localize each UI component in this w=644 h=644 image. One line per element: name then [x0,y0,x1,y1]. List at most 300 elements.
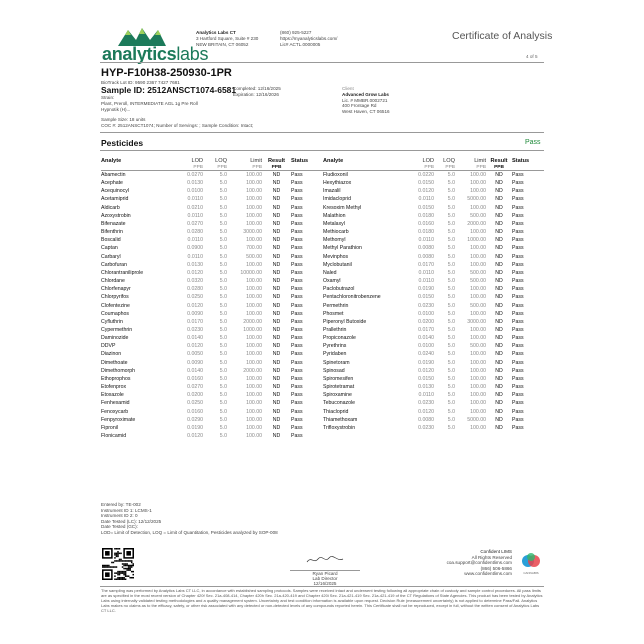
table-row [323,326,544,334]
signer-name: Ryan Picard [312,571,338,576]
loq-value: 5.0 [219,433,227,439]
analyte-name: Azoxystrobin [101,212,131,219]
status-value: Pass [512,212,524,219]
table-row [101,293,323,301]
strain-name: Hypnotik (H)... [101,106,131,112]
lod-value: 0.0240 [418,351,434,358]
status-value: Pass [512,424,524,431]
loq-value: 5.0 [219,286,227,293]
analyte-name: Captan [101,245,118,252]
limit-value: 100.00 [246,261,262,268]
analyte-name: Myclobutanil [323,261,352,268]
analyte-name: Thiacloprid [323,408,349,415]
limit-value: 100.00 [470,172,486,178]
table-row [101,302,323,310]
limit-value: 100.00 [246,294,262,301]
table-row [323,212,544,220]
result-value: ND [272,237,281,244]
limit-value: 100.00 [246,196,262,203]
lod-value: 0.0110 [418,269,434,276]
loq-value: 5.0 [447,261,455,268]
table-row [323,424,544,432]
lod-value: 0.0160 [187,408,203,415]
completed-date: Completed: 12/16/2025 [233,86,281,91]
col-loq: LOQ [215,157,227,164]
result-value: ND [272,335,281,342]
loq-value: 5.0 [219,237,227,244]
loq-value: 5.0 [447,180,455,187]
col-analyte: Analyte [323,157,344,164]
table-row [101,236,323,244]
limit-value: 500.00 [470,343,486,350]
limit-value: 5000.00 [467,196,486,203]
table-row [101,375,323,383]
analyte-name: Chlorfenapyr [101,286,131,293]
loq-value: 5.0 [447,416,455,423]
result-value: ND [272,220,281,227]
lims-name: Confident LIMS [480,549,512,554]
client-license: Lic. # MMBR.0002721 [342,97,388,103]
loq-value: 5.0 [447,384,455,391]
table-row [323,383,544,391]
analyte-name: Spinetoram [323,359,350,366]
analyte-name: Paclobutrazol [323,286,355,293]
loq-value: 5.0 [447,269,455,276]
status-value: Pass [291,318,303,325]
result-value: ND [272,253,281,260]
table-row [101,391,323,399]
result-value: ND [495,278,503,285]
analyte-name: Coumaphos [101,310,129,317]
table-row [101,212,323,220]
loq-value: 5.0 [447,229,455,236]
lod-value: 0.0190 [418,359,434,366]
analyte-name: Fipronil [101,424,119,431]
status-value: Pass [512,196,524,203]
result-value: ND [272,261,281,268]
status-value: Pass [291,384,303,391]
lod-value: 0.0150 [418,294,434,301]
result-value: ND [272,196,281,203]
analyte-name: Flonicamid [101,433,127,439]
limit-value: 100.00 [246,384,262,391]
col-analyte: Analyte [101,157,122,164]
lod-value: 0.0230 [187,326,203,333]
loq-value: 5.0 [447,343,455,350]
table-row [101,399,323,407]
loq-value: 5.0 [447,253,455,260]
analyte-name: Fenoxycarb [101,408,129,415]
limit-value: 100.00 [470,180,486,187]
result-value: ND [272,416,281,423]
status-value: Pass [512,318,524,325]
result-value: ND [495,416,503,423]
result-value: ND [272,408,281,415]
status-value: Pass [512,408,524,415]
logo [102,26,209,66]
lod-value: 0.0120 [418,367,434,374]
status-value: Pass [291,237,303,244]
result-value: ND [495,229,503,236]
result-value: ND [495,400,503,407]
result-value: ND [272,433,281,439]
result-value: ND [272,286,281,293]
strain-value: Plant, Preroll, INTERMEDIATE AGL 1g Pre Roll [101,100,198,106]
lod-value: 0.0170 [418,261,434,268]
col-lod: LOD [191,157,203,164]
status-value: Pass [512,359,524,366]
limit-value: 100.00 [246,359,262,366]
lod-value: 0.0120 [187,343,203,350]
result-value: ND [272,392,281,399]
limit-value: 100.00 [470,245,486,252]
lod-value: 0.0140 [187,335,203,342]
result-value: ND [272,343,281,350]
status-value: Pass [291,261,303,268]
limit-value: 100.00 [246,416,262,423]
page-number: 4 of 5 [526,54,538,59]
result-value: ND [272,245,281,252]
lims-website[interactable]: www.confidentlims.com [464,571,512,576]
sample-id: Sample ID: 2512ANSCT1074-6581 [101,85,237,95]
table-row [323,244,544,252]
limit-value: 100.00 [246,286,262,293]
client-address1: 400 Frontage Rd [342,103,377,109]
table-row [101,318,323,326]
status-value: Pass [291,343,303,350]
pesticides-table-left [101,157,323,440]
lod-value: 0.0110 [418,392,434,399]
pesticides-overall-status: Pass [525,139,541,146]
lod-value: 0.0150 [418,180,434,187]
lod-value: 0.0080 [418,253,434,260]
analyte-name: Metalaxyl [323,220,345,227]
status-value: Pass [512,278,524,285]
loq-value: 5.0 [219,335,227,342]
loq-value: 5.0 [219,212,227,219]
signature-date: 12/16/2025 [313,581,337,587]
entered-by: Entered by: TE-002 [101,502,141,507]
result-value: ND [495,204,503,211]
loq-value: 5.0 [447,172,455,178]
company-phone: (860) 925-5227 [280,30,312,35]
result-value: ND [272,400,281,407]
col-result: Result [490,157,508,164]
company-address2: NEW BRITAIN, CT 06052 [196,41,249,47]
dates-block [233,86,323,98]
status-value: Pass [291,416,303,423]
pesticides-divider [100,150,544,151]
lod-value: 0.0160 [418,220,434,227]
company-address1: 3 Hartford Square, Suite # 230 [196,35,259,41]
status-value: Pass [291,278,303,285]
lod-value: 0.0150 [418,204,434,211]
limit-value: 100.00 [470,392,486,399]
table-row [101,408,323,416]
lod-value: 0.0120 [187,302,203,309]
limit-value: 500.00 [246,253,262,260]
limit-value: 100.00 [246,392,262,399]
lod-value: 0.0100 [418,310,434,317]
table-row [101,228,323,236]
table-row [101,416,323,424]
table-row [323,334,544,342]
table-row [323,310,544,318]
status-value: Pass [291,229,303,236]
limit-value: 100.00 [470,229,486,236]
header-divider [100,62,544,63]
analyte-name: Pyridaben [323,351,347,358]
limit-value: 500.00 [470,212,486,219]
status-value: Pass [512,416,524,423]
lod-value: 0.0130 [187,180,203,187]
result-value: ND [272,351,281,358]
qr-code-icon[interactable] [102,548,134,580]
table-row [101,367,323,375]
analyte-name: Trifloxystrobin [323,424,356,431]
table-row [101,261,323,269]
status-value: Pass [291,269,303,276]
table-row [101,269,323,277]
signature-block [290,552,360,587]
table-row [323,367,544,375]
status-value: Pass [291,424,303,431]
analyte-name: Hexythiazox [323,180,352,187]
loq-value: 5.0 [447,188,455,195]
table-row [101,285,323,293]
loq-value: 5.0 [219,196,227,203]
loq-value: 5.0 [219,351,227,358]
loq-value: 5.0 [447,318,455,325]
lod-value: 0.0190 [187,424,203,431]
strain-block [101,95,251,112]
analyte-name: Fenpyroximate [101,416,136,423]
lod-value: 0.0090 [187,310,203,317]
analyte-name: Chlorantraniliprole [101,269,144,276]
analyte-name: Piperonyl Butoxide [323,318,367,325]
loq-value: 5.0 [219,245,227,252]
loq-value: 5.0 [447,278,455,285]
loq-value: 5.0 [447,335,455,342]
lod-value: 0.0280 [187,286,203,293]
lod-value: 0.0200 [187,392,203,399]
table-row [101,277,323,285]
analyte-name: Prallethrin [323,326,347,333]
status-value: Pass [291,326,303,333]
loq-value: 5.0 [219,302,227,309]
analyte-name: Aldicarb [101,204,120,211]
status-value: Pass [291,245,303,252]
loq-value: 5.0 [219,229,227,236]
table-row [323,269,544,277]
lims-email[interactable]: coa.support@confidentlims.com [446,560,512,565]
status-value: Pass [512,310,524,317]
biotrack-id: BioTrack Lot ID: 9590 2367 7427 7681 [101,80,180,85]
loq-value: 5.0 [219,400,227,407]
lod-value: 0.0250 [187,294,203,301]
loq-value: 5.0 [219,188,227,195]
status-value: Pass [512,269,524,276]
limit-value: 100.00 [246,424,262,431]
loq-value: 5.0 [447,400,455,407]
table-row [323,350,544,358]
result-value: ND [495,367,503,374]
lod-value: 0.0220 [418,172,434,178]
status-value: Pass [512,180,524,187]
loq-value: 5.0 [219,253,227,260]
loq-value: 5.0 [219,408,227,415]
analyte-name: Fenhexamid [101,400,130,407]
result-value: ND [495,237,503,244]
lod-value: 0.0100 [418,343,434,350]
lod-value: 0.0110 [418,237,434,244]
limit-value: 100.00 [246,180,262,187]
col-status: Status [291,157,309,164]
instrument-1: Instrument ID 1: LCMS-1 [101,507,152,513]
analyte-name: Pyrethrins [323,343,347,350]
status-value: Pass [291,359,303,366]
strain-label: Strain: [101,95,115,100]
table-row [323,277,544,285]
limit-value: 2000.00 [243,318,262,325]
loq-value: 5.0 [219,318,227,325]
status-value: Pass [291,335,303,342]
limit-value: 5000.00 [467,416,486,423]
loq-value: 5.0 [219,416,227,423]
analyte-name: Clofentezine [101,302,130,309]
loq-value: 5.0 [219,375,227,382]
analyte-name: Carbofuran [101,261,127,268]
loq-value: 5.0 [447,367,455,374]
lod-value: 0.0200 [418,318,434,325]
analyte-name: Permethrin [323,302,349,309]
lod-value: 0.0270 [187,220,203,227]
limit-value: 2000.00 [467,220,486,227]
lod-value: 0.0140 [418,335,434,342]
analyte-name: Phosmet [323,310,344,317]
result-value: ND [272,375,281,382]
table-row [323,318,544,326]
limit-value: 100.00 [470,384,486,391]
limit-value: 1000.00 [467,237,486,244]
result-value: ND [495,310,503,317]
table-row [323,359,544,367]
limit-value: 100.00 [470,326,486,333]
footer-divider [100,586,544,587]
lod-value: 0.0230 [418,424,434,431]
lod-value: 0.0230 [418,302,434,309]
table-row [323,408,544,416]
lod-value: 0.0110 [187,237,203,244]
lod-value: 0.0110 [187,196,203,203]
limit-value: 100.00 [470,408,486,415]
analyte-name: Bifenthrin [101,229,123,236]
analyte-name: Boscalid [101,237,121,244]
table-row [323,171,544,180]
sample-size: Sample Size: 18 units [101,117,146,122]
analyte-name: Thiamethoxam [323,416,358,423]
lod-value: 0.0210 [187,204,203,211]
limit-value: 100.00 [246,335,262,342]
analyte-name: Naled [323,269,337,276]
lod-value: 0.0130 [418,384,434,391]
result-value: ND [495,424,503,431]
analyte-name: Cyfluthrin [101,318,123,325]
analyte-name: Ethoprophos [101,375,131,382]
expiration-date: Expiration: 12/16/2026 [233,91,279,97]
lims-badge: CANNABIS [523,571,539,575]
analyte-name: Malathion [323,212,346,219]
status-value: Pass [512,294,524,301]
limit-value: 500.00 [470,269,486,276]
limit-value: 100.00 [246,204,262,211]
date-tested-lc: Date Tested (LC): 12/12/2025 [101,518,162,524]
status-value: Pass [291,253,303,260]
limit-value: 100.00 [470,188,486,195]
unit-limit: PPB [227,164,262,171]
lod-value: 0.0140 [187,367,203,374]
analyte-name: Chlordane [101,278,125,285]
result-value: ND [272,269,281,276]
limit-value: 100.00 [246,375,262,382]
table-row [101,171,323,180]
limit-value: 100.00 [470,310,486,317]
status-value: Pass [291,212,303,219]
lod-value: 0.0100 [187,188,203,195]
result-value: ND [272,424,281,431]
limit-value: 100.00 [246,310,262,317]
limit-value: 100.00 [246,188,262,195]
document-title: Certificate of Analysis [452,30,553,42]
analyte-name: Oxamyl [323,278,341,285]
lod-note: LOD= Limit of Detection, LOQ = Limit of Quantitation, Pesticides analyzed by SOP-008 [101,529,278,535]
lod-value: 0.0130 [187,261,203,268]
result-value: ND [495,343,503,350]
table-row [323,195,544,203]
lod-value: 0.0090 [187,359,203,366]
limit-value: 500.00 [470,278,486,285]
status-value: Pass [512,172,524,178]
result-value: ND [495,261,503,268]
status-value: Pass [291,375,303,382]
analyte-name: Spiroxamine [323,392,352,399]
client-name: Advanced Grow Labs [342,91,389,97]
client-block [342,86,442,115]
result-value: ND [495,351,503,358]
table-row [101,220,323,228]
result-value: ND [495,375,503,382]
status-value: Pass [512,400,524,407]
result-value: ND [272,172,281,178]
lod-value: 0.0110 [187,212,203,219]
status-value: Pass [512,253,524,260]
table-row [323,302,544,310]
company-block [196,30,286,47]
analyte-name: DDVP [101,343,116,350]
lod-value: 0.0170 [187,318,203,325]
table-row [101,326,323,334]
loq-value: 5.0 [219,204,227,211]
company-website[interactable]: https://myanalyticslabs.com/ [280,35,338,41]
table-row [323,416,544,424]
status-value: Pass [291,220,303,227]
table-row [101,424,323,432]
status-value: Pass [291,286,303,293]
result-value: ND [495,318,503,325]
company-name: Analytics Labs CT [196,30,236,35]
status-value: Pass [291,408,303,415]
status-value: Pass [291,294,303,301]
